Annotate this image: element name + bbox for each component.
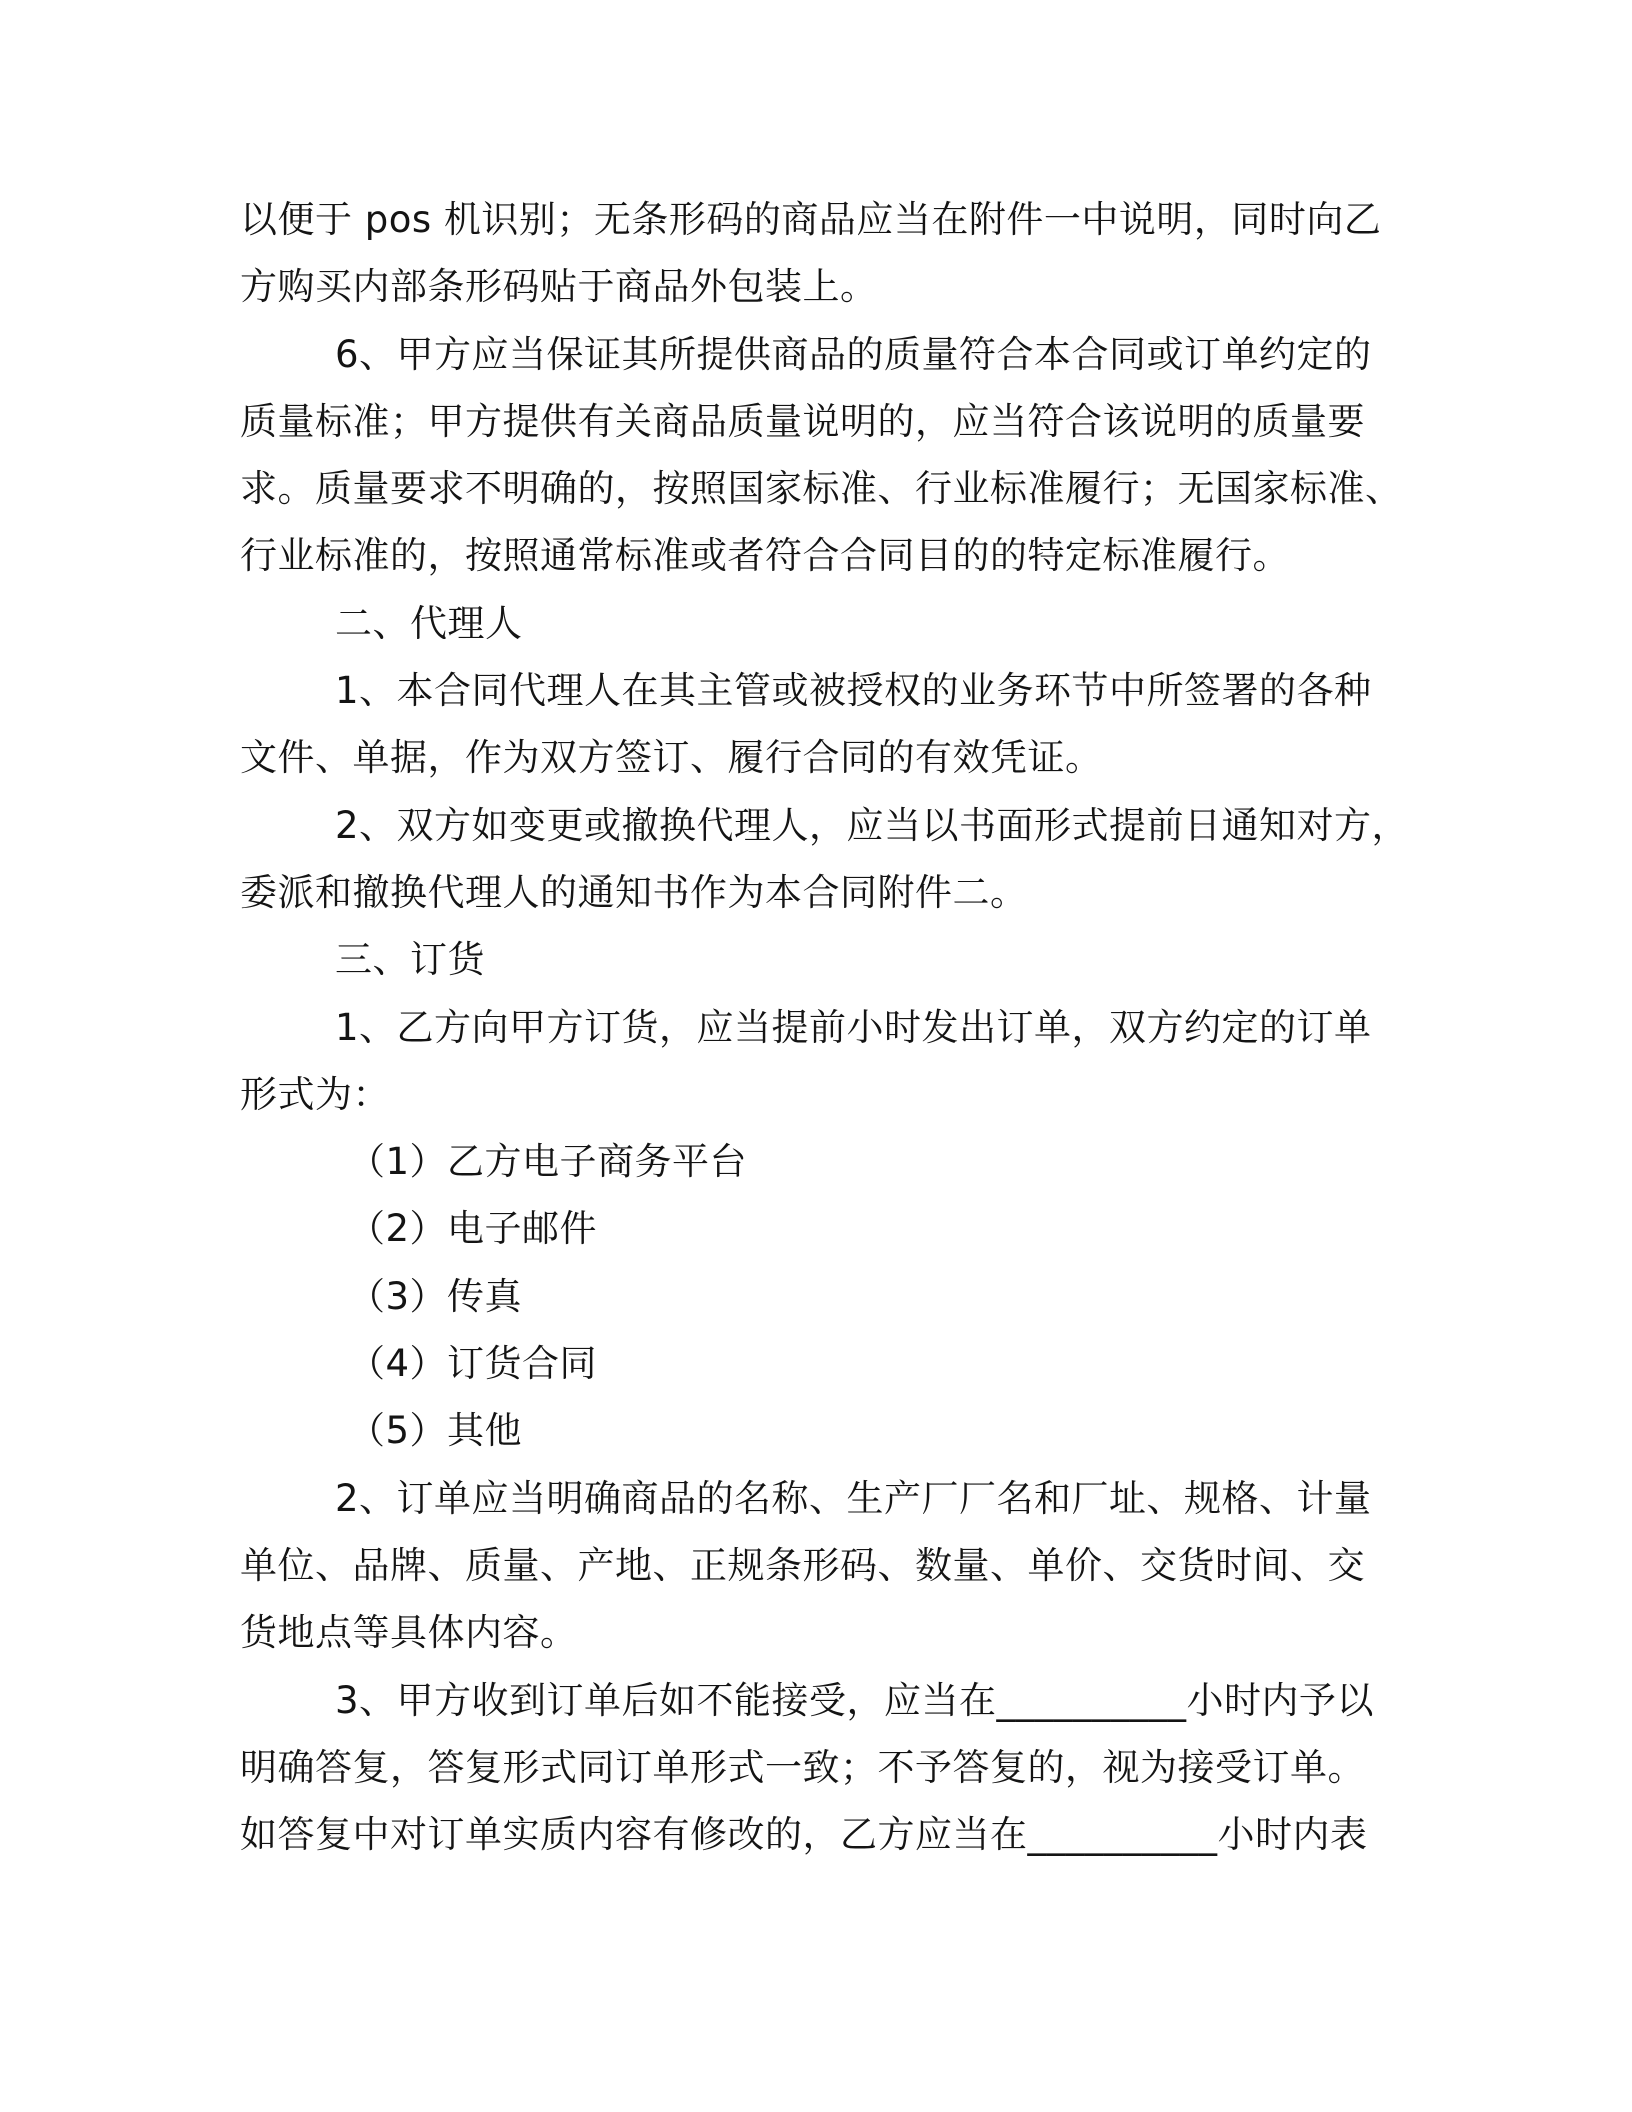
text-line: 委派和撤换代理人的通知书作为本合同附件二。 [240, 870, 1028, 914]
text-line: 形式为： [240, 1072, 390, 1116]
list-item: （2）电子邮件 [348, 1207, 598, 1251]
text-line: 单位、品牌、质量、产地、正规条形码、数量、单价、交货时间、交 [240, 1543, 1365, 1587]
list-item: （1）乙方电子商务平台 [348, 1140, 748, 1184]
list-item: （3）传真 [348, 1274, 523, 1318]
section-heading-agent: 二、代理人 [335, 601, 523, 645]
text-line: 求。质量要求不明确的，按照国家标准、行业标准履行；无国家标准、 [240, 467, 1403, 511]
text-line: 文件、单据，作为双方签订、履行合同的有效凭证。 [240, 736, 1103, 780]
paragraph-start: 3、甲方收到订单后如不能接受，应当在__________小时内予以 [335, 1678, 1375, 1722]
paragraph-start: 1、本合同代理人在其主管或被授权的业务环节中所签署的各种 [335, 669, 1372, 713]
text-line: 如答复中对订单实质内容有修改的，乙方应当在__________小时内表 [240, 1813, 1368, 1857]
document-body [240, 186, 1410, 1868]
paragraph-start: 6、甲方应当保证其所提供商品的质量符合本合同或订单约定的 [335, 332, 1372, 376]
list-item: （4）订货合同 [348, 1342, 598, 1386]
text-line: 质量标准；甲方提供有关商品质量说明的，应当符合该说明的质量要 [240, 399, 1365, 443]
paragraph-start: 2、订单应当明确商品的名称、生产厂厂名和厂址、规格、计量 [335, 1476, 1372, 1520]
text-line: 以便于 pos 机识别；无条形码的商品应当在附件一中说明，同时向乙 [240, 198, 1382, 241]
text-line: 方购买内部条形码贴于商品外包装上。 [240, 265, 878, 309]
list-item: （5）其他 [348, 1409, 523, 1453]
text-line: 行业标准的，按照通常标准或者符合合同目的的特定标准履行。 [240, 534, 1290, 578]
section-heading-ordering: 三、订货 [335, 938, 485, 982]
text-line: 货地点等具体内容。 [240, 1611, 578, 1655]
paragraph-start: 2、双方如变更或撤换代理人，应当以书面形式提前日通知对方， [335, 803, 1410, 847]
paragraph-start: 1、乙方向甲方订货，应当提前小时发出订单，双方约定的订单 [335, 1005, 1372, 1049]
text-line: 明确答复，答复形式同订单形式一致；不予答复的，视为接受订单。 [240, 1745, 1365, 1789]
